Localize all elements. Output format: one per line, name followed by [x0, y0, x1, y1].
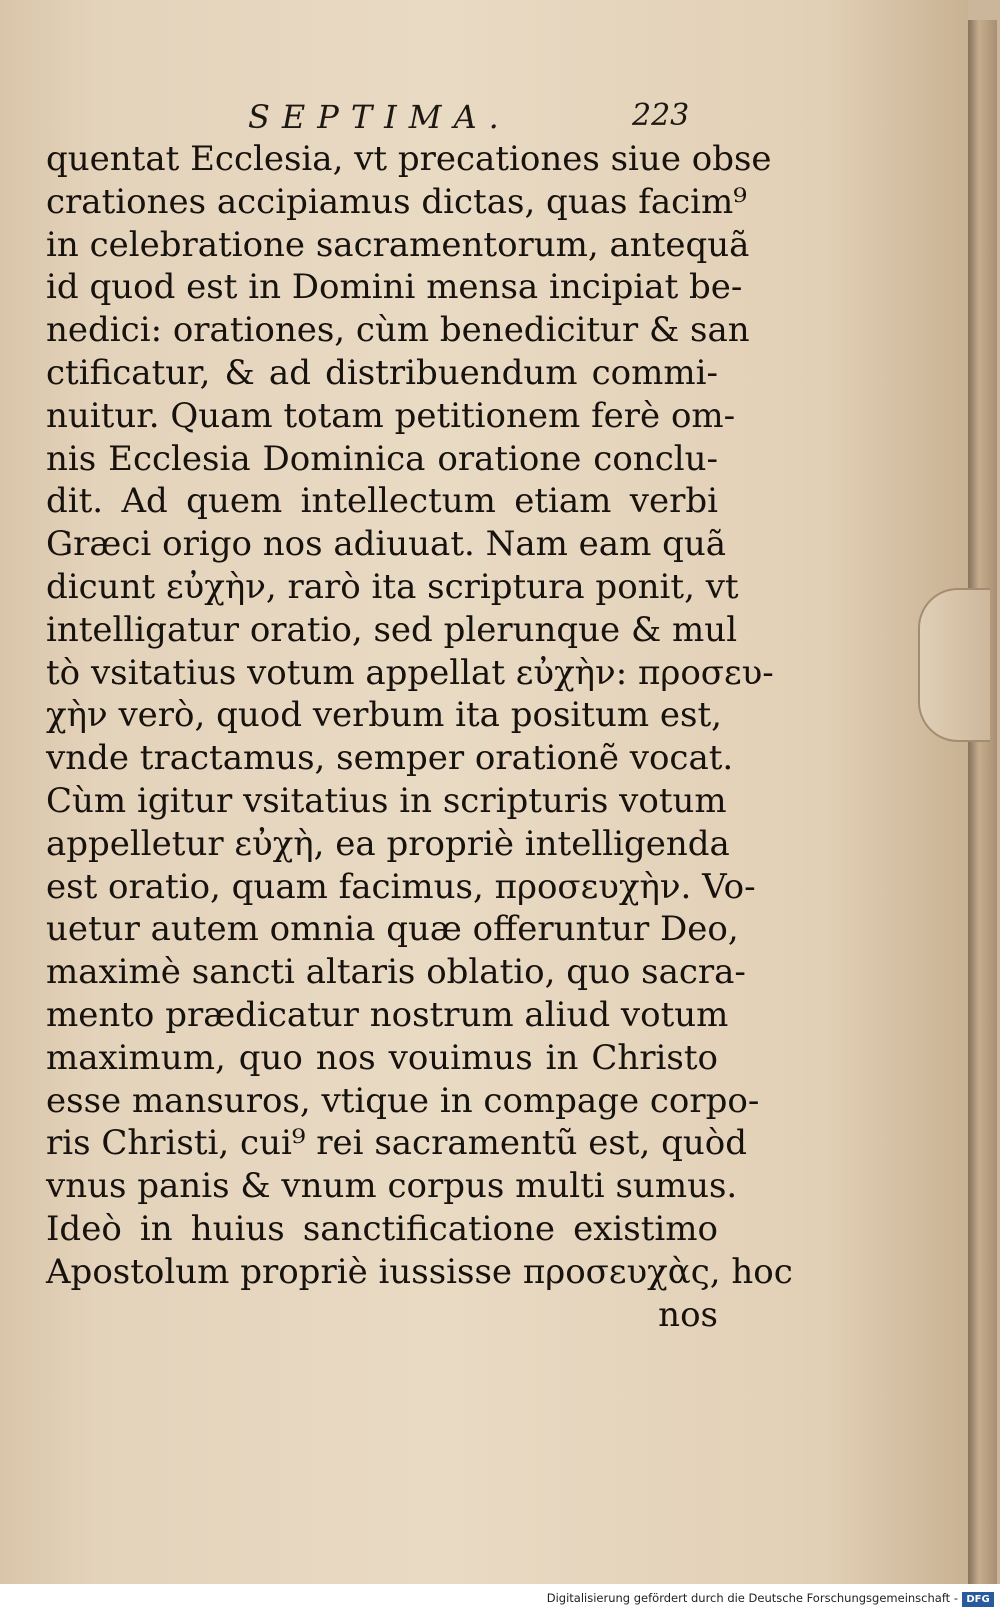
text-block [46, 138, 793, 1336]
text-line: nuitur. Quam totam petitionem ferè om- [46, 395, 736, 436]
text-line: dicunt εὐχὴν, rarò ita scriptura ponit, vt [46, 566, 739, 607]
text-line: Cùm igitur vsitatius in scripturis votum [46, 780, 727, 821]
text-line: maximum, quo nos vouimus in Christo [46, 1037, 718, 1078]
text-line: quentat Ecclesia, vt precationes siue obse [46, 139, 772, 179]
text-line: crationes accipiamus dictas, quas facim⁹ [46, 181, 747, 222]
text-line: vnde tractamus, semper orationẽ vocat. [46, 738, 734, 779]
text-line: nedici: orationes, cùm benedicitur & san [46, 310, 750, 351]
text-line: id quod est in Domini mensa incipiat be- [46, 267, 743, 308]
dfg-logo: DFG [962, 1592, 994, 1607]
text-line: χὴν verò, quod verbum ita positum est, [46, 695, 722, 736]
page-number: 223 [632, 98, 690, 133]
text-line: Græci origo nos adiuuat. Nam eam quã [46, 524, 727, 565]
text-line: appelletur εὐχὴ, ea propriè intelligenda [46, 823, 730, 864]
text-line: nis Ecclesia Dominica oratione conclu- [46, 438, 718, 479]
text-line: maximè sancti altaris oblatio, quo sacra- [46, 952, 746, 993]
text-line: mento prædicatur nostrum aliud votum [46, 994, 729, 1035]
catchword: nos [658, 1294, 718, 1335]
text-line: ctificatur, & ad distribuendum commi- [46, 352, 718, 393]
text-line: vnus panis & vnum corpus multi sumus. [46, 1166, 738, 1207]
text-line: ris Christi, cui⁹ rei sacramentũ est, quòd [46, 1123, 747, 1164]
text-line: Ideò in huius sanctificatione existimo [46, 1208, 718, 1249]
text-line: Apostolum propriè iussisse προσευχὰς, hoc [46, 1251, 793, 1292]
page-clip-tab [918, 588, 990, 742]
running-head: SEPTIMA. [248, 98, 511, 136]
text-line: dit. Ad quem intellectum etiam verbi [46, 481, 718, 522]
text-line: esse mansuros, vtique in compage corpo- [46, 1080, 760, 1121]
text-line: in celebratione sacramentorum, antequã [46, 224, 750, 265]
text-line: uetur autem omnia quæ offeruntur Deo, [46, 909, 739, 950]
text-line: tò vsitatius votum appellat εὐχὴν: προσευ- [46, 652, 774, 693]
text-line: intelligatur oratio, sed plerunque & mul [46, 609, 738, 650]
footer-credit: Digitalisierung gefördert durch die Deutsche Forschungsgemeinschaft - [546, 1591, 958, 1605]
text-line: est oratio, quam facimus, προσευχὴν. Vo- [46, 866, 756, 907]
